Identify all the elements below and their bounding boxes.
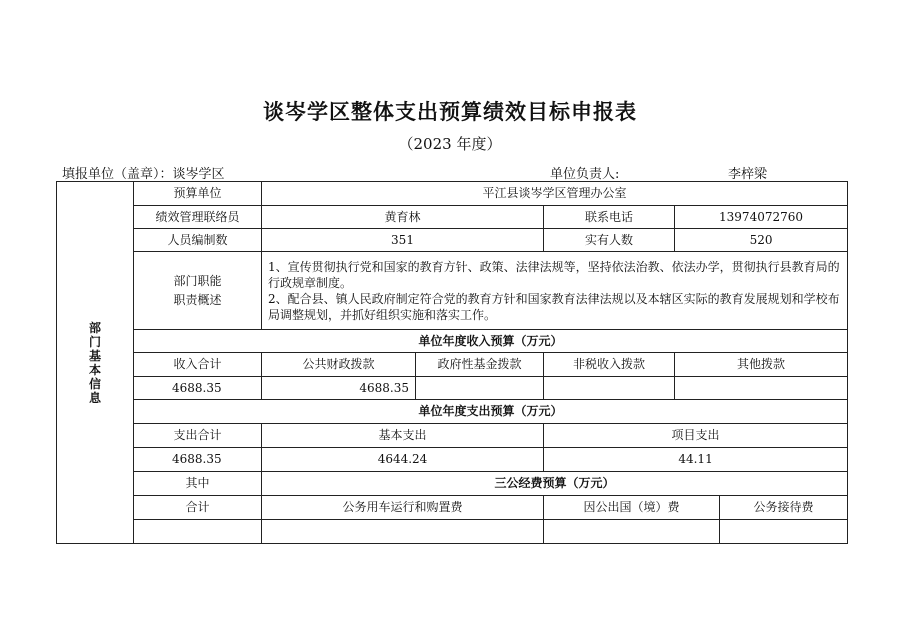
income-value-public: 4688.35 bbox=[262, 377, 416, 400]
duties-paragraph-1: 1、宣传贯彻执行党和国家的教育方针、政策、法律法规等，坚持依法治教、依法办学，贯彻执行县教育局的行政规章制度。 bbox=[268, 259, 840, 290]
document-title: 谈岑学区整体支出预算绩效目标申报表 bbox=[263, 100, 637, 124]
income-value-gov-fund bbox=[416, 377, 544, 400]
income-header-other: 其他拨款 bbox=[675, 353, 848, 377]
staff-value: 351 bbox=[262, 229, 544, 252]
contact-value: 黄育林 bbox=[262, 206, 544, 229]
of-which-label: 其中 bbox=[134, 472, 262, 496]
three-public-heading: 三公经费预算（万元） bbox=[262, 472, 848, 496]
expense-header-basic: 基本支出 bbox=[262, 424, 544, 448]
three-public-header-reception: 公务接待费 bbox=[720, 496, 848, 520]
budget-form-table bbox=[56, 181, 848, 544]
contact-label: 绩效管理联络员 bbox=[134, 206, 262, 229]
phone-label: 联系电话 bbox=[544, 206, 675, 229]
responsible-name: 李梓梁 bbox=[728, 167, 768, 182]
actual-staff-value: 520 bbox=[675, 229, 848, 252]
expense-value-basic: 4644.24 bbox=[262, 448, 544, 472]
budget-unit-value: 平江县谈岑学区管理办公室 bbox=[262, 182, 848, 206]
income-heading: 单位年度收入预算（万元） bbox=[134, 330, 848, 353]
income-value-total: 4688.35 bbox=[134, 377, 262, 400]
expense-header-project: 项目支出 bbox=[544, 424, 848, 448]
income-value-other bbox=[675, 377, 848, 400]
phone-value: 13974072760 bbox=[675, 206, 848, 229]
three-public-header-vehicle: 公务用车运行和购置费 bbox=[262, 496, 544, 520]
three-public-value-total bbox=[134, 520, 262, 544]
income-header-gov-fund: 政府性基金拨款 bbox=[416, 353, 544, 377]
fill-unit: 填报单位（盖章）：谈岑学区 bbox=[62, 167, 225, 182]
three-public-value-reception bbox=[720, 520, 848, 544]
income-header-total: 收入合计 bbox=[134, 353, 262, 377]
three-public-value-vehicle bbox=[262, 520, 544, 544]
expense-value-project: 44.11 bbox=[544, 448, 848, 472]
duties-text bbox=[262, 252, 848, 330]
three-public-header-abroad: 因公出国（境）费 bbox=[544, 496, 720, 520]
expense-value-total: 4688.35 bbox=[134, 448, 262, 472]
duties-paragraph-2: 2、配合县、镇人民政府制定符合党的教育方针和国家教育法律法规以及本辖区实际的教育发展规划和学校布局调整规划，并抓好组织实施和落实工作。 bbox=[268, 291, 840, 322]
section-dept-info: 部门基本信息 bbox=[57, 182, 134, 544]
expense-header-total: 支出合计 bbox=[134, 424, 262, 448]
actual-staff-label: 实有人数 bbox=[544, 229, 675, 252]
expense-heading: 单位年度支出预算（万元） bbox=[134, 400, 848, 424]
fiscal-year: （2023 年度） bbox=[398, 135, 502, 153]
staff-label: 人员编制数 bbox=[134, 229, 262, 252]
income-header-public: 公共财政拨款 bbox=[262, 353, 416, 377]
income-value-nontax bbox=[544, 377, 675, 400]
responsible-label: 单位负责人: bbox=[550, 167, 620, 182]
income-header-nontax: 非税收入拨款 bbox=[544, 353, 675, 377]
three-public-header-total: 合计 bbox=[134, 496, 262, 520]
three-public-value-abroad bbox=[544, 520, 720, 544]
budget-unit-label: 预算单位 bbox=[134, 182, 262, 206]
duties-label: 部门职能 职责概述 bbox=[134, 252, 262, 330]
